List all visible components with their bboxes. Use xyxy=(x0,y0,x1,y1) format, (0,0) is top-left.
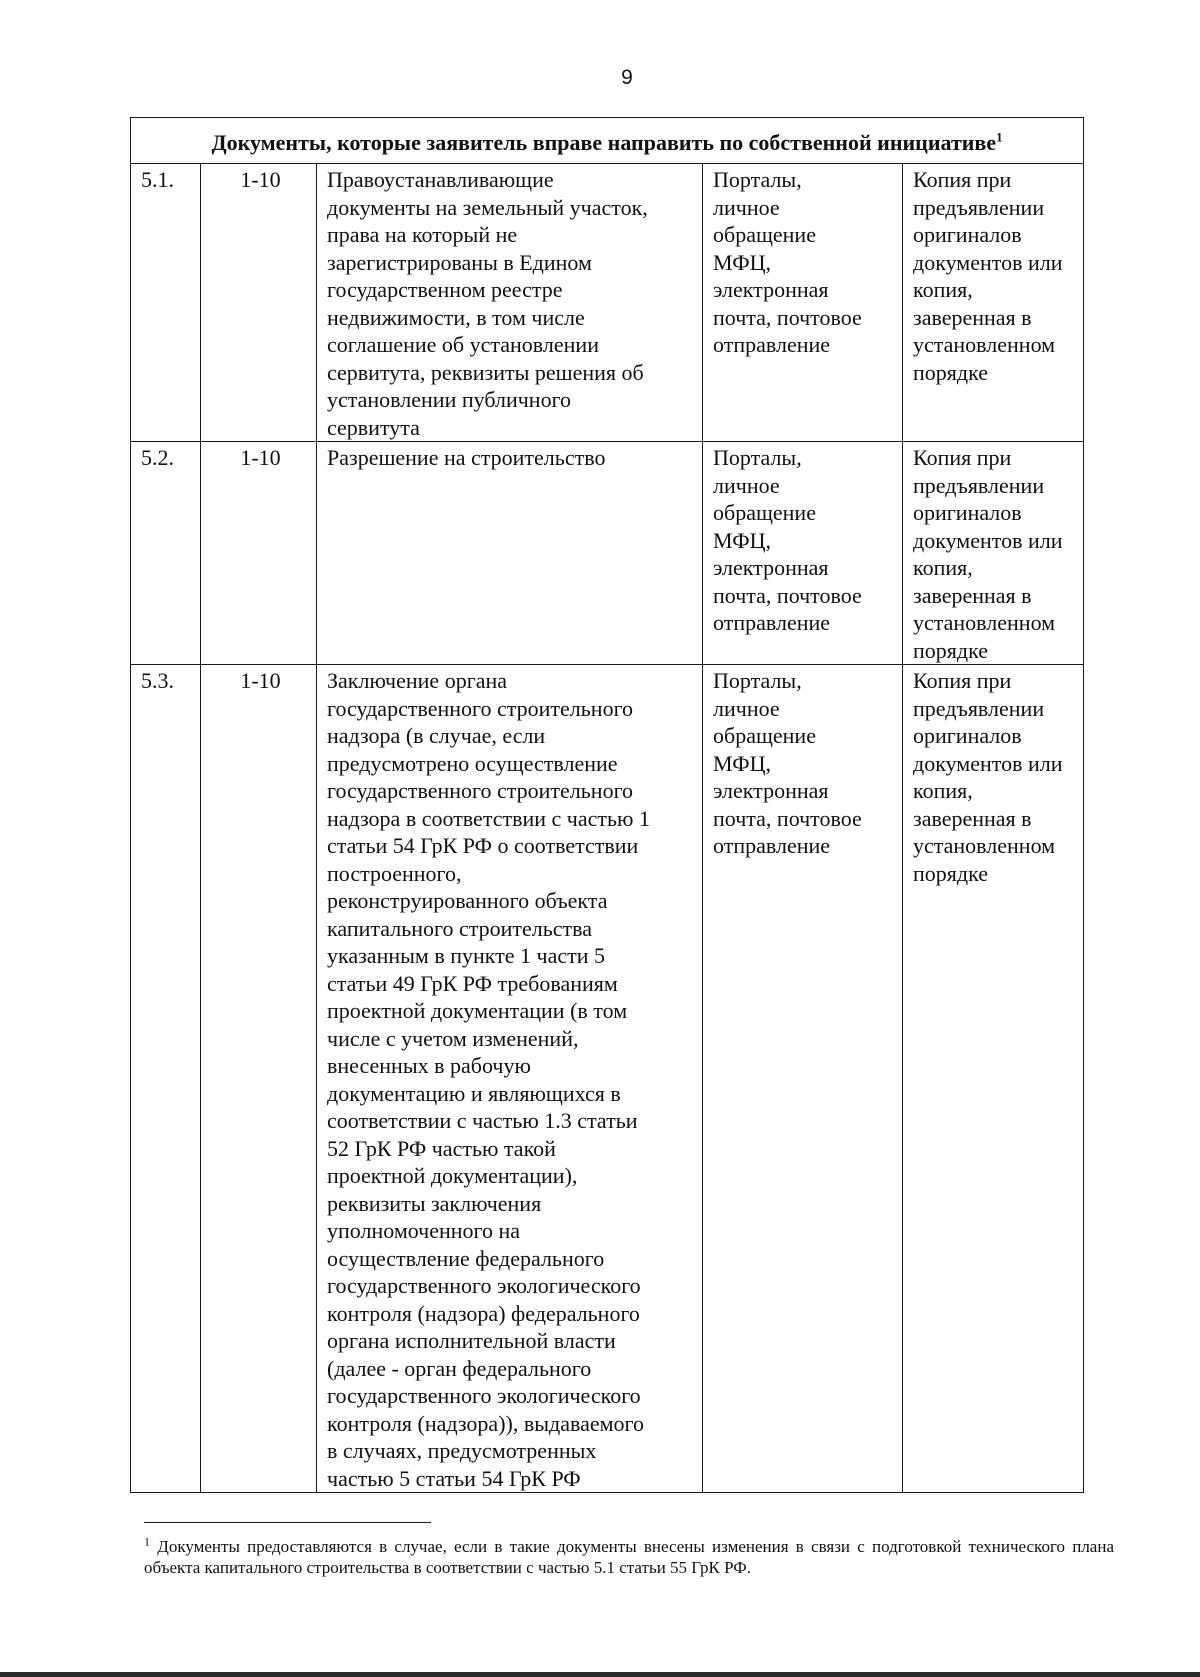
submission-channels xyxy=(703,164,903,442)
submission-channels-line: почта, почтовое xyxy=(713,304,862,330)
document-form-line: копия, xyxy=(913,555,973,580)
submission-channels-line: почта, почтовое xyxy=(713,582,862,608)
document-description-line: реконструированного объекта xyxy=(327,888,608,913)
document-description-line: предусмотрено осуществление xyxy=(327,750,618,776)
table-row xyxy=(131,665,1084,1493)
submission-channels-line: почта, почтовое xyxy=(713,805,862,831)
document-form-line: Копия при xyxy=(913,668,1012,693)
document-form-line: Копия при xyxy=(913,445,1012,470)
row-number: 5.1. xyxy=(131,164,201,442)
submission-channels-line: электронная xyxy=(713,555,829,580)
document-form-line: документов или xyxy=(913,527,1063,553)
table-row xyxy=(131,164,1084,442)
document-form-line: заверенная в xyxy=(913,304,1032,330)
document-form-line: порядке xyxy=(913,860,988,886)
document-form-line: предъявлении xyxy=(913,472,1045,498)
document-description-line: уполномоченного на xyxy=(327,1218,521,1243)
document-description-line: проектной документации), xyxy=(327,1163,578,1188)
document-description-line: органа исполнительной власти xyxy=(327,1328,616,1353)
document-description-line: документацию и являющихся в xyxy=(327,1080,621,1106)
document-form-line: заверенная в xyxy=(913,805,1032,831)
document-description-line: государственного строительного xyxy=(327,695,634,721)
document-form-line: порядке xyxy=(913,359,988,385)
submission-channels-line: отправление xyxy=(713,610,831,635)
document-description-line: проектной документации (в том xyxy=(327,998,628,1023)
document-description-line: 52 ГрК РФ частью такой xyxy=(327,1135,556,1161)
document-form-line: Копия при xyxy=(913,167,1012,192)
row-applicable-range: 1-10 xyxy=(201,164,317,442)
submission-channels-line: отправление xyxy=(713,833,831,858)
document-description-line: документы на земельный участок, xyxy=(327,194,648,220)
document-form xyxy=(903,665,1084,1493)
document-form-line: заверенная в xyxy=(913,582,1032,608)
document-form-line: установленном xyxy=(913,833,1056,858)
table-header-row xyxy=(131,118,1084,164)
submission-channels-line: электронная xyxy=(713,778,829,803)
submission-channels-line: МФЦ, xyxy=(713,750,772,776)
document-description-line: Заключение органа xyxy=(327,668,508,693)
document-description-line: надзора в соответствии с частью 1 xyxy=(327,805,650,831)
document-form-line: установленном xyxy=(913,332,1056,357)
document-description-line: Правоустанавливающие xyxy=(327,167,554,192)
row-applicable-range: 1-10 xyxy=(201,665,317,1493)
submission-channels xyxy=(703,665,903,1493)
document-form-line: документов или xyxy=(913,750,1063,776)
submission-channels-line: электронная xyxy=(713,277,829,302)
submission-channels-line: личное xyxy=(713,472,780,498)
submission-channels xyxy=(703,442,903,665)
submission-channels-line: личное xyxy=(713,194,780,220)
footnote xyxy=(144,1536,1114,1578)
document-form-line: предъявлении xyxy=(913,194,1045,220)
document-description-line: соответствии с частью 1.3 статьи xyxy=(327,1108,638,1133)
row-number: 5.2. xyxy=(131,442,201,665)
document-description-line: соглашение об установлении xyxy=(327,332,599,357)
footnote-mark: 1 xyxy=(144,1534,150,1549)
document-description-line: осуществление федерального xyxy=(327,1245,605,1271)
document-description-line: контроля (надзора)), выдаваемого xyxy=(327,1410,644,1436)
document-description-line: контроля (надзора) федерального xyxy=(327,1300,640,1326)
documents-table xyxy=(130,117,1084,1493)
document-description-line: статьи 54 ГрК РФ о соответствии xyxy=(327,833,639,858)
document-description-line: государственного экологического xyxy=(327,1383,641,1408)
document-description-line: надзора (в случае, если xyxy=(327,723,546,748)
submission-channels-line: личное xyxy=(713,695,780,721)
document-description-line: статьи 49 ГрК РФ требованиям xyxy=(327,970,618,996)
document-form-line: оригиналов xyxy=(913,222,1022,247)
document-description xyxy=(317,442,703,665)
scan-bottom-edge xyxy=(0,1672,1200,1677)
document-description-line: числе с учетом изменений, xyxy=(327,1025,579,1051)
document-description-line: в случаях, предусмотренных xyxy=(327,1438,597,1463)
document-description-line: права на который не xyxy=(327,222,518,247)
document-description-line: частью 5 статьи 54 ГрК РФ xyxy=(327,1465,581,1491)
submission-channels-line: отправление xyxy=(713,332,831,357)
document-form-line: установленном xyxy=(913,610,1056,635)
document-form-line: документов или xyxy=(913,249,1063,275)
footnote-text: Документы предоставляются в случае, если в такие документы внесены изменения в связи с подготовкой технического плана объекта капитального строительства в соответствии с частью 5.1 статьи 55 ГрК РФ. xyxy=(144,1537,1114,1577)
document-description-line: недвижимости, в том числе xyxy=(327,304,585,330)
header-footnote-mark: 1 xyxy=(996,129,1003,145)
document-description-line: установлении публичного xyxy=(327,387,572,412)
document-description-line: реквизиты заключения xyxy=(327,1190,542,1216)
submission-channels-line: МФЦ, xyxy=(713,527,772,553)
submission-channels-line: обращение xyxy=(713,723,816,748)
row-applicable-range: 1-10 xyxy=(201,442,317,665)
document-description-line: (далее - орган федерального xyxy=(327,1355,592,1381)
document-description-line: капитального строительства xyxy=(327,915,593,941)
document-description-line: сервитута, реквизиты решения об xyxy=(327,359,644,385)
document-form-line: оригиналов xyxy=(913,500,1022,525)
document-description-line: государственного экологического xyxy=(327,1273,641,1298)
submission-channels-line: обращение xyxy=(713,222,816,247)
table-row xyxy=(131,442,1084,665)
document-description-line: государственном реестре xyxy=(327,277,563,302)
table-header-text: Документы, которые заявитель вправе направить по собственной инициативе xyxy=(211,129,997,155)
document-description-line: Разрешение на строительство xyxy=(327,445,606,470)
submission-channels-line: Порталы, xyxy=(713,668,802,693)
document-description-line: государственного строительного xyxy=(327,778,634,803)
document-description-line: сервитута xyxy=(327,414,420,440)
page-number: 9 xyxy=(621,66,633,89)
submission-channels-line: Порталы, xyxy=(713,167,802,192)
submission-channels-line: Порталы, xyxy=(713,445,802,470)
submission-channels-line: МФЦ, xyxy=(713,249,772,275)
document-description xyxy=(317,164,703,442)
document-form-line: оригиналов xyxy=(913,723,1022,748)
document-form-line: копия, xyxy=(913,778,973,803)
document-form xyxy=(903,442,1084,665)
submission-channels-line: обращение xyxy=(713,500,816,525)
table-header xyxy=(131,118,1084,164)
footnote-separator xyxy=(144,1522,431,1523)
row-number: 5.3. xyxy=(131,665,201,1493)
document-form xyxy=(903,164,1084,442)
document-form-line: предъявлении xyxy=(913,695,1045,721)
document-description-line: построенного, xyxy=(327,860,462,886)
document-description xyxy=(317,665,703,1493)
document-form-line: копия, xyxy=(913,277,973,302)
document-description-line: указанным в пункте 1 части 5 xyxy=(327,943,606,968)
document-form-line: порядке xyxy=(913,637,988,663)
document-description-line: внесенных в рабочую xyxy=(327,1053,531,1078)
document-description-line: зарегистрированы в Едином xyxy=(327,249,592,275)
